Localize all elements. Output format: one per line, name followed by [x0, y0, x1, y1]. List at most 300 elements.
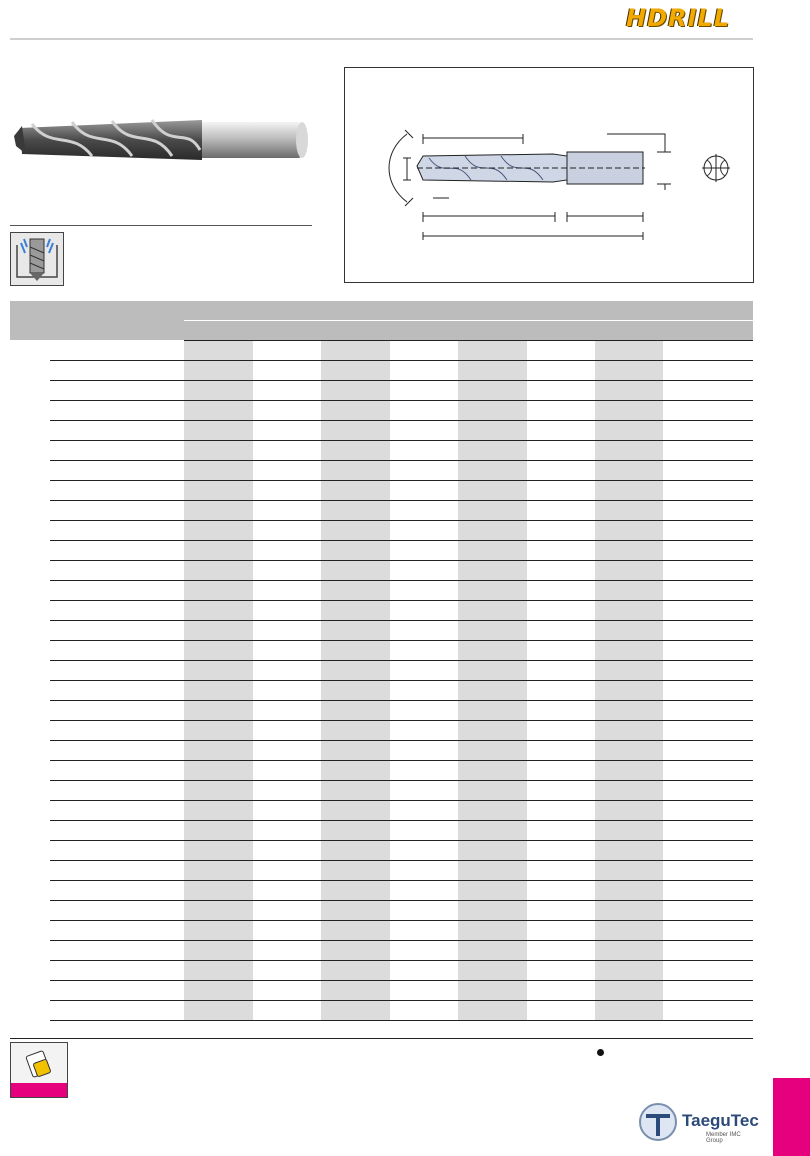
- table-cell: [527, 481, 595, 501]
- table-cell: [458, 981, 527, 1001]
- table-cell: [184, 401, 253, 421]
- table-cell: [184, 361, 253, 381]
- table-cell: [253, 401, 321, 421]
- table-cell: [253, 521, 321, 541]
- table-cell: [595, 521, 663, 541]
- table-cell: [458, 661, 527, 681]
- row-indent-cell: [10, 641, 50, 661]
- table-cell: [184, 761, 253, 781]
- row-end-cell: [663, 741, 753, 761]
- table-row: [10, 481, 753, 501]
- table-cell: [390, 801, 458, 821]
- table-row: [10, 981, 753, 1001]
- table-cell: [458, 881, 527, 901]
- table-cell: [184, 841, 253, 861]
- table-cell: [184, 341, 253, 361]
- row-indent-cell: [10, 861, 50, 881]
- table-cell: [253, 761, 321, 781]
- row-label-cell: [50, 421, 184, 441]
- table-row: [10, 361, 753, 381]
- table-cell: [595, 821, 663, 841]
- table-cell: [390, 401, 458, 421]
- table-cell: [458, 481, 527, 501]
- table-cell: [390, 761, 458, 781]
- table-cell: [390, 421, 458, 441]
- table-cell: [184, 701, 253, 721]
- row-end-cell: [663, 801, 753, 821]
- company-name: TaeguTec: [682, 1111, 759, 1130]
- row-indent-cell: [10, 961, 50, 981]
- table-cell: [458, 841, 527, 861]
- table-cell: [527, 421, 595, 441]
- table-cell: [595, 961, 663, 981]
- table-cell: [184, 601, 253, 621]
- table-cell: [184, 681, 253, 701]
- row-label-cell: [50, 1001, 184, 1021]
- row-indent-cell: [10, 561, 50, 581]
- table-cell: [253, 461, 321, 481]
- table-cell: [253, 861, 321, 881]
- header-group-cell: [184, 301, 663, 321]
- table-cell: [390, 541, 458, 561]
- table-cell: [321, 601, 390, 621]
- table-row: [10, 581, 753, 601]
- table-row: [10, 901, 753, 921]
- row-end-cell: [663, 521, 753, 541]
- row-label-cell: [50, 521, 184, 541]
- table-cell: [253, 581, 321, 601]
- table-cell: [390, 741, 458, 761]
- table-cell: [458, 781, 527, 801]
- row-end-cell: [663, 441, 753, 461]
- row-indent-cell: [10, 521, 50, 541]
- table-cell: [527, 1001, 595, 1021]
- table-cell: [458, 581, 527, 601]
- table-cell: [253, 1001, 321, 1021]
- table-cell: [390, 561, 458, 581]
- row-label-cell: [50, 961, 184, 981]
- row-indent-cell: [10, 721, 50, 741]
- row-end-cell: [663, 461, 753, 481]
- table-cell: [458, 641, 527, 661]
- table-cell: [527, 681, 595, 701]
- table-cell: [321, 621, 390, 641]
- table-cell: [458, 701, 527, 721]
- table-cell: [527, 541, 595, 561]
- row-end-cell: [663, 841, 753, 861]
- table-cell: [253, 721, 321, 741]
- table-cell: [390, 981, 458, 1001]
- table-cell: [527, 501, 595, 521]
- table-cell: [184, 801, 253, 821]
- table-row: [10, 801, 753, 821]
- table-cell: [321, 561, 390, 581]
- table-cell: [253, 901, 321, 921]
- table-cell: [527, 961, 595, 981]
- row-indent-cell: [10, 741, 50, 761]
- table-row: [10, 401, 753, 421]
- table-cell: [253, 881, 321, 901]
- table-cell: [595, 761, 663, 781]
- table-cell: [458, 341, 527, 361]
- table-cell: [321, 881, 390, 901]
- table-cell: [390, 601, 458, 621]
- table-cell: [458, 461, 527, 481]
- row-indent-cell: [10, 581, 50, 601]
- table-cell: [321, 921, 390, 941]
- table-cell: [595, 601, 663, 621]
- row-indent-cell: [10, 401, 50, 421]
- row-label-cell: [50, 541, 184, 561]
- table-cell: [390, 641, 458, 661]
- table-cell: [458, 861, 527, 881]
- table-cell: [527, 981, 595, 1001]
- table-cell: [458, 361, 527, 381]
- table-cell: [253, 421, 321, 441]
- row-label-cell: [50, 381, 184, 401]
- table-cell: [253, 681, 321, 701]
- table-cell: [253, 961, 321, 981]
- table-cell: [253, 841, 321, 861]
- table-cell: [253, 361, 321, 381]
- taegutec-logo: [638, 1098, 758, 1148]
- table-cell: [184, 521, 253, 541]
- table-cell: [390, 361, 458, 381]
- row-label-cell: [50, 581, 184, 601]
- table-cell: [527, 701, 595, 721]
- table-cell: [390, 341, 458, 361]
- taegutec-logo-icon: [638, 1100, 682, 1144]
- table-cell: [321, 841, 390, 861]
- table-cell: [595, 501, 663, 521]
- table-cell: [390, 841, 458, 861]
- table-cell: [595, 901, 663, 921]
- row-label-cell: [50, 681, 184, 701]
- table-cell: [184, 581, 253, 601]
- table-cell: [321, 801, 390, 821]
- table-cell: [390, 441, 458, 461]
- table-cell: [184, 941, 253, 961]
- company-group: Member IMC Group: [706, 1132, 741, 1144]
- row-end-cell: [663, 781, 753, 801]
- table-header-row-1: [10, 301, 753, 321]
- table-cell: [253, 941, 321, 961]
- row-label-cell: [50, 401, 184, 421]
- specification-table: [10, 301, 753, 1021]
- table-cell: [253, 741, 321, 761]
- row-indent-cell: [10, 941, 50, 961]
- row-end-cell: [663, 1001, 753, 1021]
- table-cell: [253, 441, 321, 461]
- row-indent-cell: [10, 841, 50, 861]
- table-cell: [321, 581, 390, 601]
- table-cell: [527, 921, 595, 941]
- row-label-cell: [50, 701, 184, 721]
- row-label-cell: [50, 801, 184, 821]
- insert-card-icon: [10, 1042, 68, 1098]
- table-row: [10, 341, 753, 361]
- table-cell: [253, 621, 321, 641]
- row-end-cell: [663, 821, 753, 841]
- row-indent-cell: [10, 681, 50, 701]
- table-row: [10, 521, 753, 541]
- table-cell: [184, 541, 253, 561]
- table-cell: [321, 341, 390, 361]
- table-cell: [595, 861, 663, 881]
- row-indent-cell: [10, 481, 50, 501]
- hdrill-logo: [626, 4, 752, 32]
- row-indent-cell: [10, 361, 50, 381]
- table-cell: [458, 801, 527, 821]
- row-end-cell: [663, 541, 753, 561]
- table-cell: [253, 781, 321, 801]
- row-label-cell: [50, 741, 184, 761]
- row-label-cell: [50, 661, 184, 681]
- row-label-cell: [50, 721, 184, 741]
- table-cell: [184, 861, 253, 881]
- row-indent-cell: [10, 1001, 50, 1021]
- table-cell: [253, 541, 321, 561]
- header-designation-cell: [10, 301, 184, 341]
- table-cell: [458, 521, 527, 541]
- row-indent-cell: [10, 901, 50, 921]
- table-row: [10, 561, 753, 581]
- row-label-cell: [50, 781, 184, 801]
- row-end-cell: [663, 381, 753, 401]
- row-indent-cell: [10, 461, 50, 481]
- table-cell: [595, 481, 663, 501]
- row-label-cell: [50, 821, 184, 841]
- table-cell: [458, 941, 527, 961]
- table-cell: [184, 1001, 253, 1021]
- table-cell: [321, 781, 390, 801]
- table-row: [10, 941, 753, 961]
- table-cell: [390, 901, 458, 921]
- table-row: [10, 921, 753, 941]
- row-indent-cell: [10, 441, 50, 461]
- table-row: [10, 781, 753, 801]
- table-cell: [458, 621, 527, 641]
- table-cell: [321, 661, 390, 681]
- table-cell: [527, 821, 595, 841]
- table-cell: [390, 501, 458, 521]
- table-cell: [458, 1001, 527, 1021]
- table-cell: [595, 621, 663, 641]
- row-end-cell: [663, 361, 753, 381]
- row-indent-cell: [10, 881, 50, 901]
- table-cell: [458, 921, 527, 941]
- table-cell: [527, 361, 595, 381]
- row-end-cell: [663, 481, 753, 501]
- row-indent-cell: [10, 621, 50, 641]
- table-cell: [184, 381, 253, 401]
- table-cell: [253, 821, 321, 841]
- table-row: [10, 441, 753, 461]
- table-cell: [321, 481, 390, 501]
- table-cell: [527, 941, 595, 961]
- table-cell: [527, 641, 595, 661]
- table-cell: [321, 541, 390, 561]
- table-cell: [595, 461, 663, 481]
- table-cell: [184, 441, 253, 461]
- table-cell: [321, 521, 390, 541]
- table-row: [10, 641, 753, 661]
- row-end-cell: [663, 621, 753, 641]
- table-cell: [527, 721, 595, 741]
- table-cell: [253, 341, 321, 361]
- row-end-cell: [663, 761, 753, 781]
- drill-product-photo: [12, 110, 312, 170]
- table-cell: [184, 781, 253, 801]
- table-cell: [321, 501, 390, 521]
- table-cell: [595, 541, 663, 561]
- row-end-cell: [663, 681, 753, 701]
- table-cell: [321, 901, 390, 921]
- table-cell: [527, 601, 595, 621]
- table-cell: [390, 941, 458, 961]
- table-cell: [527, 861, 595, 881]
- table-cell: [321, 961, 390, 981]
- table-cell: [527, 441, 595, 461]
- table-row: [10, 461, 753, 481]
- row-end-cell: [663, 701, 753, 721]
- table-cell: [390, 681, 458, 701]
- table-cell: [184, 621, 253, 641]
- table-cell: [390, 921, 458, 941]
- table-cell: [184, 741, 253, 761]
- table-cell: [321, 401, 390, 421]
- row-indent-cell: [10, 381, 50, 401]
- table-cell: [390, 961, 458, 981]
- table-cell: [253, 661, 321, 681]
- table-cell: [595, 981, 663, 1001]
- table-cell: [527, 401, 595, 421]
- row-label-cell: [50, 901, 184, 921]
- table-cell: [595, 801, 663, 821]
- table-cell: [184, 901, 253, 921]
- row-end-cell: [663, 601, 753, 621]
- row-indent-cell: [10, 761, 50, 781]
- table-cell: [321, 741, 390, 761]
- table-cell: [390, 821, 458, 841]
- row-indent-cell: [10, 781, 50, 801]
- table-cell: [253, 701, 321, 721]
- table-cell: [390, 701, 458, 721]
- table-cell: [595, 401, 663, 421]
- table-cell: [527, 381, 595, 401]
- row-end-cell: [663, 641, 753, 661]
- table-row: [10, 1001, 753, 1021]
- row-end-cell: [663, 941, 753, 961]
- table-cell: [458, 961, 527, 981]
- row-indent-cell: [10, 421, 50, 441]
- row-label-cell: [50, 621, 184, 641]
- header-subgroup-cell: [184, 321, 663, 341]
- table-cell: [390, 521, 458, 541]
- row-end-cell: [663, 341, 753, 361]
- table-cell: [595, 421, 663, 441]
- table-cell: [458, 721, 527, 741]
- row-label-cell: [50, 561, 184, 581]
- table-row: [10, 701, 753, 721]
- table-cell: [527, 561, 595, 581]
- table-row: [10, 601, 753, 621]
- table-cell: [595, 441, 663, 461]
- technical-drawing: [344, 67, 754, 283]
- table-cell: [527, 901, 595, 921]
- table-cell: [527, 581, 595, 601]
- table-cell: [390, 881, 458, 901]
- legend-accent-bar: [11, 1083, 67, 1097]
- row-end-cell: [663, 881, 753, 901]
- table-cell: [390, 721, 458, 741]
- table-cell: [321, 821, 390, 841]
- table-cell: [184, 881, 253, 901]
- table-cell: [321, 641, 390, 661]
- row-indent-cell: [10, 921, 50, 941]
- table-cell: [595, 921, 663, 941]
- table-cell: [458, 441, 527, 461]
- table-row: [10, 501, 753, 521]
- table-row: [10, 861, 753, 881]
- drill-dimension-diagram: [345, 68, 753, 282]
- table-cell: [321, 721, 390, 741]
- header-divider: [10, 38, 753, 40]
- availability-dot-icon: [597, 1049, 604, 1056]
- table-cell: [595, 941, 663, 961]
- section-tab[interactable]: [773, 1078, 810, 1156]
- row-indent-cell: [10, 661, 50, 681]
- table-cell: [184, 981, 253, 1001]
- table-cell: [595, 661, 663, 681]
- table-cell: [458, 541, 527, 561]
- table-cell: [595, 721, 663, 741]
- table-cell: [595, 581, 663, 601]
- table-row: [10, 741, 753, 761]
- row-label-cell: [50, 501, 184, 521]
- row-label-cell: [50, 841, 184, 861]
- row-end-cell: [663, 721, 753, 741]
- row-end-cell: [663, 421, 753, 441]
- table-row: [10, 541, 753, 561]
- table-cell: [321, 941, 390, 961]
- table-cell: [527, 341, 595, 361]
- table-cell: [458, 561, 527, 581]
- table-cell: [184, 501, 253, 521]
- table-cell: [458, 761, 527, 781]
- table-cell: [390, 461, 458, 481]
- table-cell: [321, 1001, 390, 1021]
- table-cell: [184, 921, 253, 941]
- table-cell: [253, 501, 321, 521]
- row-label-cell: [50, 921, 184, 941]
- table-cell: [458, 901, 527, 921]
- row-indent-cell: [10, 601, 50, 621]
- table-cell: [321, 761, 390, 781]
- table-cell: [321, 421, 390, 441]
- table-cell: [595, 341, 663, 361]
- table-row: [10, 841, 753, 861]
- table-cell: [527, 801, 595, 821]
- row-indent-cell: [10, 701, 50, 721]
- table-cell: [253, 381, 321, 401]
- table-row: [10, 881, 753, 901]
- table-row: [10, 661, 753, 681]
- table-cell: [458, 821, 527, 841]
- row-label-cell: [50, 441, 184, 461]
- table-cell: [390, 481, 458, 501]
- table-cell: [321, 461, 390, 481]
